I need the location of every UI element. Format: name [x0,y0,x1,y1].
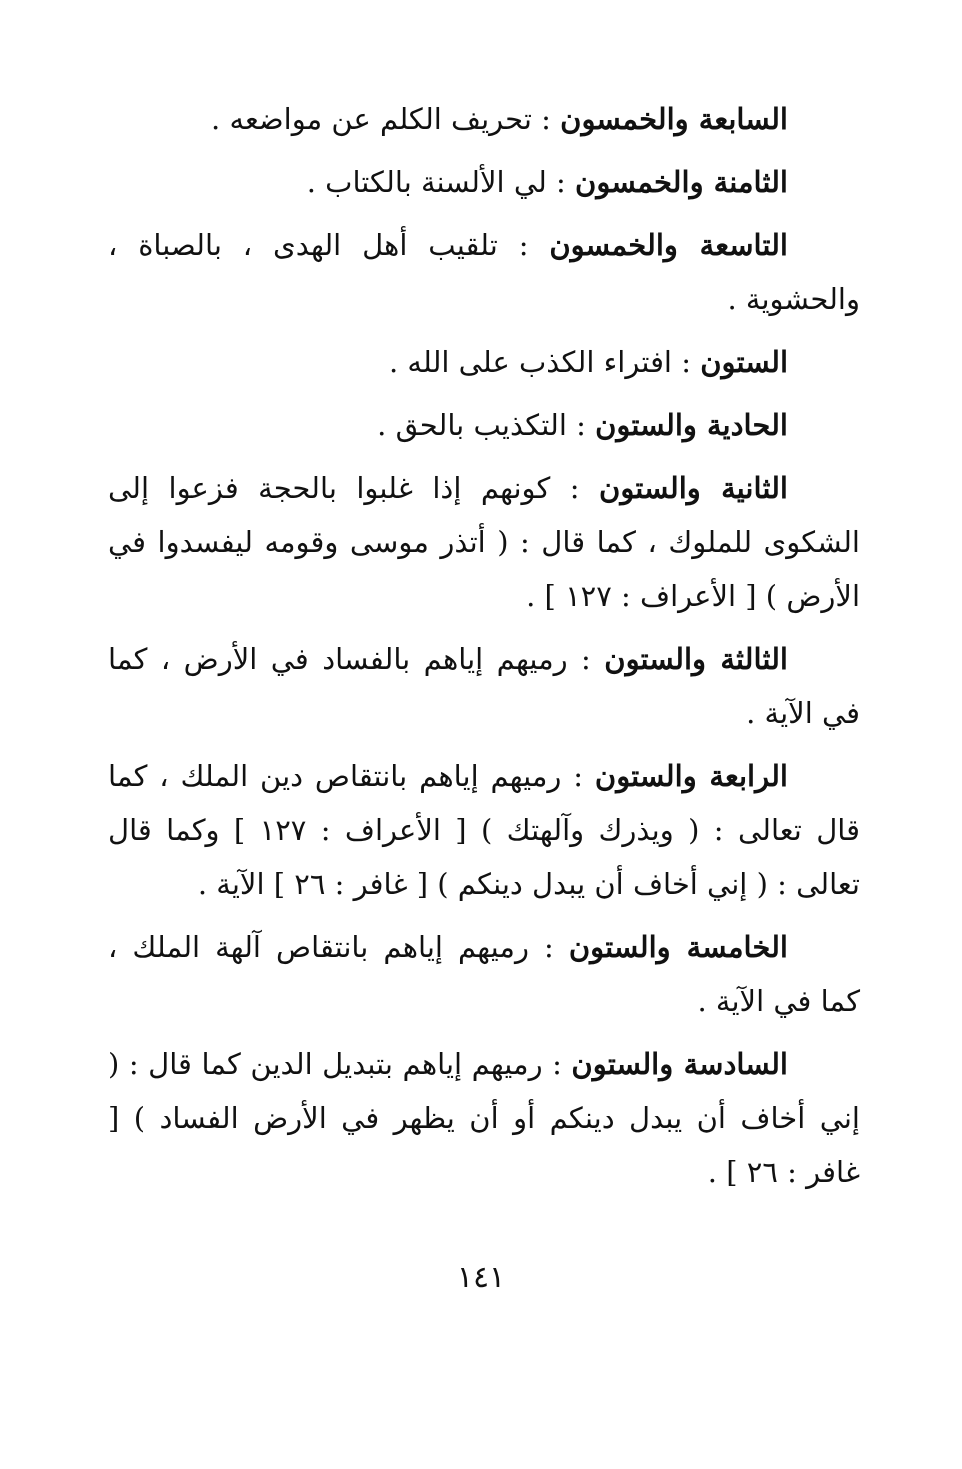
paragraph-text: : افتراء الكذب على الله . [388,345,701,379]
paragraph-59 [108,218,860,326]
paragraph-65 [108,920,860,1028]
paragraph-text: : رميهم إياهم بتبديل الدين كما قال : ( إني أخاف أن يبدل دينكم أو أن يظهر في الأرض الفساد ) [ غافر : ٢٦ ] . [108,1047,860,1189]
paragraph-text: : رميهم إياهم بانتقاص دين الملك ، كما قال تعالى : ( ويذرك وآلهتك ) [ الأعراف : ١٢٧ ] وكما قال تعالى : ( إني أخاف أن يبدل دينكم ) [ غافر : ٢٦ ] الآية . [108,759,860,901]
paragraph-heading: الرابعة والستون [594,759,788,793]
paragraph-text: : رميهم إياهم بالفساد في الأرض ، كما في الآية . [108,642,860,730]
paragraph-text: : التكذيب بالحق . [377,408,596,442]
paragraph-57 [108,92,860,146]
paragraph-66 [108,1037,860,1199]
paragraph-heading: السادسة والستون [571,1047,788,1081]
paragraph-text: : تحريف الكلم عن مواضعه . [211,102,561,136]
paragraph-heading: التاسعة والخمسون [549,228,788,262]
paragraph-58 [108,155,860,209]
page-number: ١٤١ [456,1260,506,1295]
paragraph-62 [108,461,860,623]
paragraph-text: : تلقيب أهل الهدى ، بالصباة ، والحشوية . [108,228,860,316]
paragraph-heading: الثامنة والخمسون [575,165,788,199]
paragraph-text: : لي الألسنة بالكتاب . [306,165,576,199]
paragraph-heading: الثانية والستون [599,471,788,505]
paragraph-heading: الستون [700,345,788,379]
paragraph-heading: الخامسة والستون [568,930,788,964]
paragraph-text: : رميهم إياهم بانتقاص آلهة الملك ، كما في الآية . [108,930,860,1018]
paragraph-heading: الحادية والستون [595,408,788,442]
paragraph-64 [108,749,860,911]
paragraph-63 [108,632,860,740]
paragraph-text: : كونهم إذا غلبوا بالحجة فزعوا إلى الشكوى للملوك ، كما قال : ( أتذر موسى وقومه ليفسدوا في الأرض ) [ الأعراف : ١٢٧ ] . [108,471,860,613]
paragraph-heading: الثالثة والستون [604,642,788,676]
paragraph-60 [108,335,860,389]
paragraph-61 [108,398,860,452]
paragraph-heading: السابعة والخمسون [560,102,788,136]
page-body [108,92,860,1208]
